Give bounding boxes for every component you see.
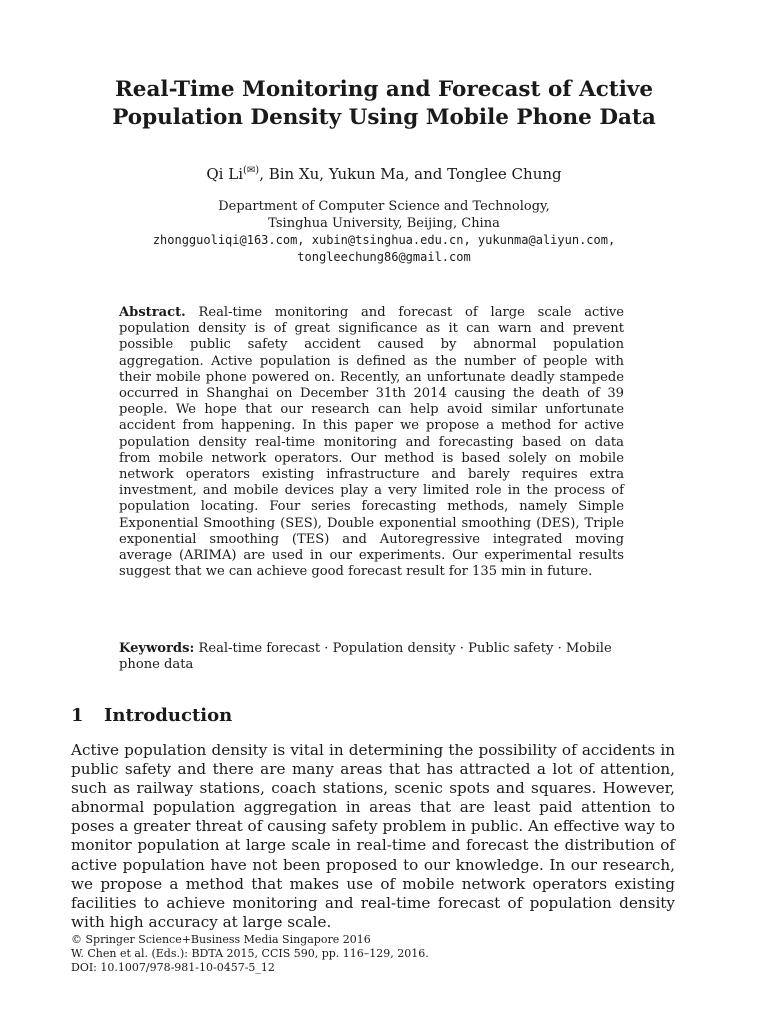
author-first: Qi Li — [206, 165, 243, 183]
publication-footer — [71, 933, 429, 975]
affiliation-university: Tsinghua University, Beijing, China — [268, 216, 500, 231]
section-heading — [71, 704, 232, 728]
affiliation-department: Department of Computer Science and Technology, — [218, 199, 550, 214]
footer-citation: W. Chen et al. (Eds.): BDTA 2015, CCIS 590, pp. 116–129, 2016. — [71, 947, 429, 960]
title-line-2: Population Density Using Mobile Phone Data — [112, 105, 656, 130]
abstract-text: Real-time monitoring and forecast of large scale active population density is of great significance as it can warn and prevent possible public safety accident caused by abnormal population aggregation. Active population is defined as the number of people with their mobile phone powered on. Recently, an unfortunate deadly stampede occurred in Shanghai on December 31th 2014 causing the death of 39 people. We hope that our research can help avoid similar unfortunate accident from happening. In this paper we propose a method for active population density real-time monitoring and forecasting based on data from mobile network operators. Our method is based solely on mobile network operators existing infrastructure and barely requires extra investment, and mobile devices play a very limited role in the process of population locating. Four series forecasting methods, namely Simple Exponential Smoothing (SES), Double exponential smoothing (DES), Triple exponential smoothing (TES) and Autoregressive integrated moving average (ARIMA) are used in our experiments. Our experimental results suggest that we can achieve good forecast result for 135 min in future. — [119, 305, 624, 580]
title-line-1: Real-Time Monitoring and Forecast of Active — [114, 77, 654, 102]
paper-title — [60, 76, 708, 132]
footer-copyright: © Springer Science+Business Media Singapore 2016 — [71, 933, 371, 946]
section-title: Introduction — [104, 705, 233, 726]
author-emails-line-2: tongleechung86@gmail.com — [297, 250, 471, 264]
corresponding-mail-icon: (✉) — [243, 165, 260, 176]
affiliation — [60, 198, 708, 266]
author-list — [60, 161, 708, 184]
keywords-label: Keywords: — [119, 641, 195, 656]
keywords-text: Real-time forecast · Population density · Public safety · Mobile phone data — [119, 641, 612, 673]
keywords — [119, 641, 624, 673]
introduction-paragraph: Active population density is vital in determining the possibility of accidents in public safety and there are many areas that has attracted a lot of attention, such as railway stations, coach stations, scenic spots and squares. However, abnormal population aggregation in areas that are least paid attention to poses a greater threat of causing safety problem in public. An effective way to monitor population at large scale in real-time and forecast the distribution of active population have not been proposed to our knowledge. In our research, we propose a method that makes use of mobile network operators existing facilities to achieve monitoring and real-time forecast of population density with high accuracy at large scale. — [71, 741, 675, 931]
author-emails-line-1: zhongguoliqi@163.com, xubin@tsinghua.edu.cn, yukunma@aliyun.com, — [152, 233, 616, 247]
abstract-label: Abstract. — [119, 305, 186, 320]
section-number: 1 — [71, 705, 84, 726]
footer-doi: DOI: 10.1007/978-981-10-0457-5_12 — [71, 961, 275, 974]
abstract — [119, 305, 624, 580]
author-rest: , Bin Xu, Yukun Ma, and Tonglee Chung — [259, 165, 562, 183]
